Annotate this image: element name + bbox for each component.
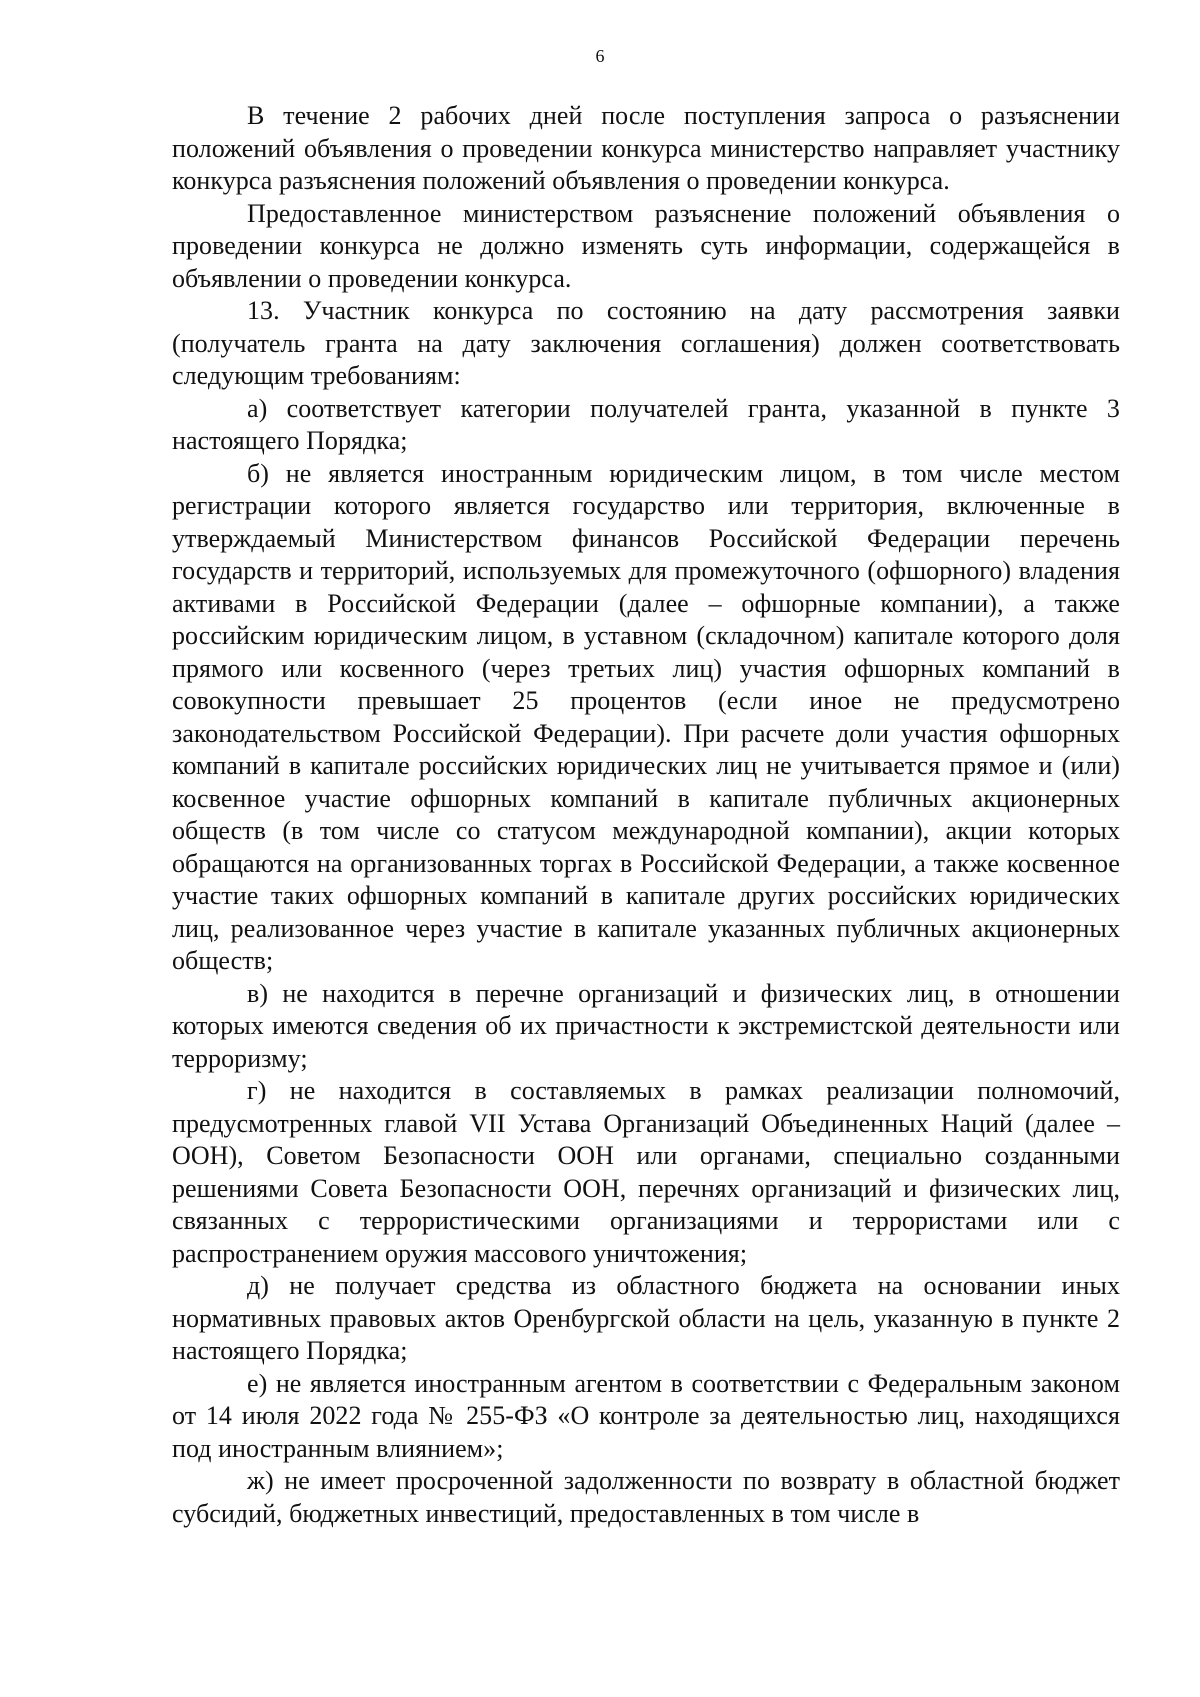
list-item-a: а) соответствует категории получателей гранта, указанной в пункте 3 настоящего Порядка; bbox=[172, 393, 1120, 455]
list-item-zh: ж) не имеет просроченной задолженности по возврату в областной бюджет субсидий, бюджетных инвестиций, предоставленных в том числе в bbox=[172, 1466, 1120, 1528]
page-number: 6 bbox=[595, 46, 605, 66]
list-item-d: д) не получает средства из областного бюджета на основании иных нормативных правовых актов Оренбургской области на цель, указанную в пункте 2 настоящего Порядка; bbox=[172, 1271, 1120, 1365]
paragraph-clarification-deadline: В течение 2 рабочих дней после поступления запроса о разъяснении положений объявления о проведении конкурса министерство направляет участнику конкурса разъяснения положений объявления о проведении конкурса. bbox=[172, 101, 1120, 195]
list-item-g: г) не находится в составляемых в рамках реализации полномочий, предусмотренных главой VII Устава Организаций Объединенных Наций (далее – ООН), Советом Безопасности ООН или органами, специально созданными решениями Совета Безопасности ООН, перечнях организаций и физических лиц, связанных с террористическими организациями и террористами или с распространением оружия массового уничтожения; bbox=[172, 1076, 1120, 1268]
paragraph-clarification-content: Предоставленное министерством разъяснение положений объявления о проведении конкурса не должно изменять суть информации, содержащейся в объявлении о проведении конкурса. bbox=[172, 198, 1120, 293]
paragraph-section-13: 13. Участник конкурса по состоянию на дату рассмотрения заявки (получатель гранта на дату заключения соглашения) должен соответствовать следующим требованиям: bbox=[172, 296, 1120, 390]
list-item-e: е) не является иностранным агентом в соответствии с Федеральным законом от 14 июля 2022 года № 255-ФЗ «О контроле за деятельностью лиц, находящихся под иностранным влиянием»; bbox=[172, 1368, 1120, 1463]
list-item-b: б) не является иностранным юридическим лицом, в том числе местом регистрации которого является государство или территория, включенные в утверждаемый Министерством финансов Российской Федерации перечень государств и территорий, используемых для промежуточного (офшорного) владения активами в Российской Федерации (далее – офшорные компании), а также российским юридическим лицом, в уставном (складочном) капитале которого доля прямого или косвенного (через третьих лиц) участия офшорных компаний в совокупности превышает 25 процентов (если иное не предусмотрено законодательством Российской Федерации). При расчете доли участия офшорных компаний в капитале российских юридических лиц не учитывается прямое и (или) косвенное участие офшорных компаний в капитале публичных акционерных обществ (в том числе со статусом международной компании), акции которых обращаются на организованных торгах в Российской Федерации, а также косвенное участие таких офшорных компаний в капитале других российских юридических лиц, реализованное через участие в капитале указанных публичных акционерных обществ; bbox=[172, 458, 1120, 975]
list-item-v: в) не находится в перечне организаций и физических лиц, в отношении которых имеются сведения об их причастности к экстремистской деятельности или терроризму; bbox=[172, 978, 1120, 1073]
document-body bbox=[172, 100, 1120, 1530]
